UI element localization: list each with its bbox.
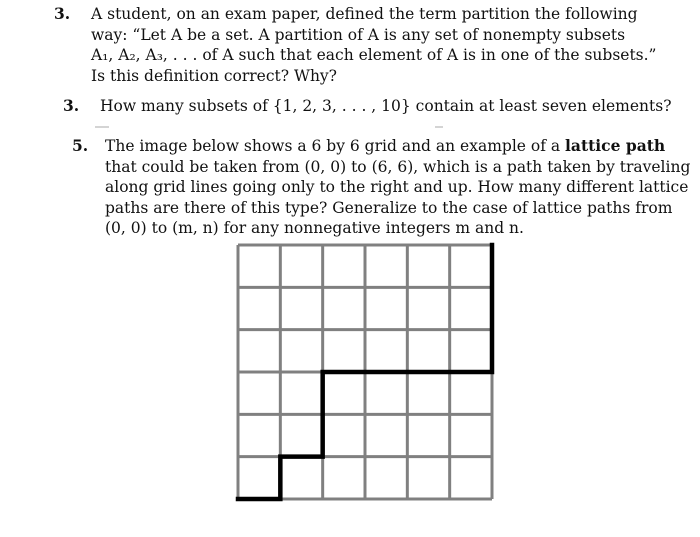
problem-line: along grid lines going only to the right and up. How many different lattice [105,178,689,196]
problem-line: that could be taken from (0, 0) to (6, 6), which is a path taken by traveling [105,157,691,176]
scan-artifact-divider [95,126,109,128]
lattice-grid-figure [230,237,500,507]
problem-line: Is this definition correct? Why? [91,66,337,85]
problem-line [105,136,690,157]
problem-number: 5. [72,136,89,155]
problem-text [105,136,690,239]
problem-line: paths are there of this type? Generalize to the case of lattice paths from [105,198,673,217]
problem-text [100,96,672,117]
scan-artifact-divider [435,126,443,128]
problem-number: 3. [54,4,71,23]
problem-text [91,4,656,86]
problem-number: 3. [63,96,80,115]
problem-line: A₁, A₂, A₃, . . . of A such that each element of A is in one of the subsets.” [91,46,657,64]
problem-line: A student, on an exam paper, defined the term partition the following [91,5,638,23]
problem-line: way: “Let A be a set. A partition of A is any set of nonempty subsets [91,25,626,44]
problem-line: How many subsets of {1, 2, 3, . . . , 10} contain at least seven elements? [100,97,672,115]
problem-line: (0, 0) to (m, n) for any nonnegative integers m and n. [105,219,524,237]
lattice-path-term: lattice path [565,136,666,155]
problem-line-start: The image below shows a 6 by 6 grid and an example of a [105,137,566,155]
